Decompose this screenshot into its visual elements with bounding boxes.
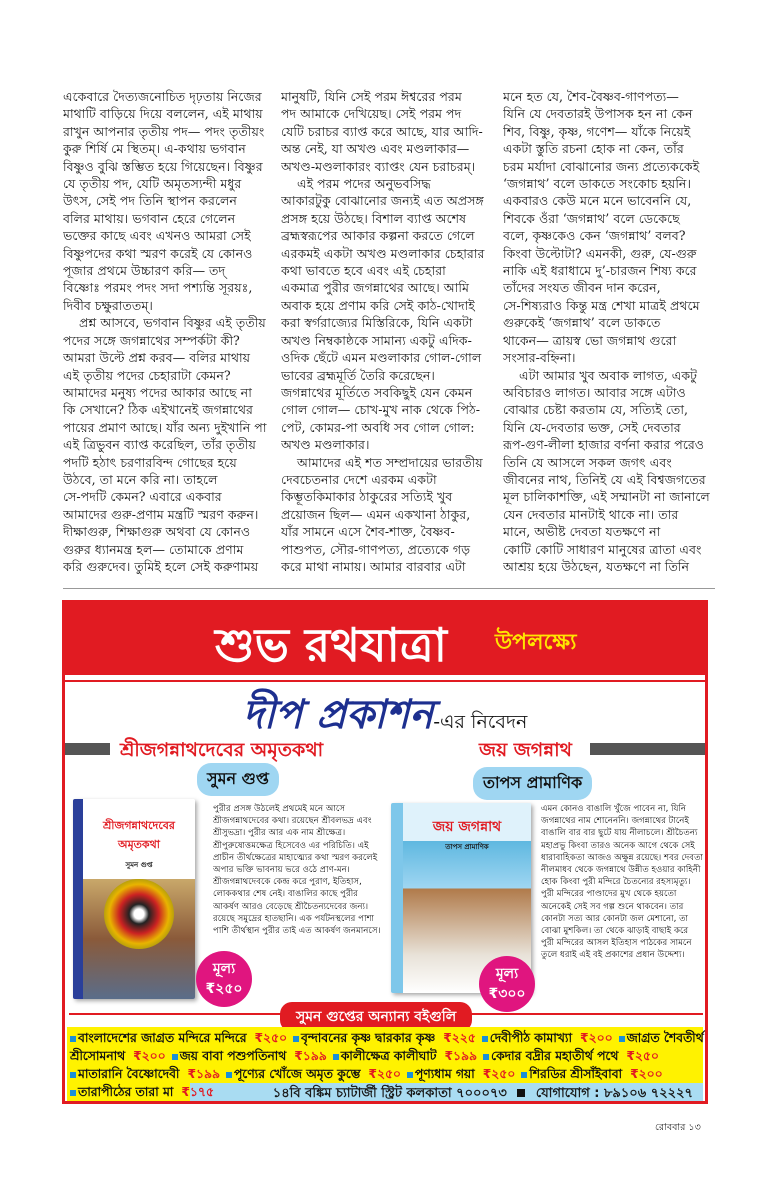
square-bullet-icon (70, 1036, 76, 1042)
text-line: এটা আমার খুব অবাক লাগত, একটু (519, 367, 698, 383)
text-line: একেবারে দৈত্যজনোচিত দৃঢ়তায় নিজের (63, 89, 262, 104)
other-books-list (67, 1027, 703, 1101)
jagannath-image (104, 879, 174, 949)
text-line: পদ আমাকে দেখিয়েছ। সেই পরম পদ (281, 106, 462, 122)
text-line: কি সেখানে? ঠিক এইখানেই জগন্নাথের (63, 402, 253, 418)
page-footer: রোববার ১৩ (655, 1122, 701, 1133)
blurb-line: অপার ভক্তি ভাবনায় ভরে ওঠে প্রাণ-মন। (213, 865, 350, 876)
blurb-line: পাশি তীর্থস্থান পুরীর তাই এত আকর্ষণ জনমানসে। (213, 926, 381, 937)
text-line: কিংবা উল্টোটা? এমনকী, গুরু, যে-গুরু (503, 245, 697, 261)
other-book-title: কালীক্ষেত্র কালীঘাট (340, 1049, 437, 1063)
blurb-line: ধারাবাহিকতা আজও অক্ষুন্ন রয়েছে। শবর দেবতা (541, 852, 704, 863)
square-bullet-icon (226, 1072, 232, 1078)
other-book-price: ₹২৫০ (626, 1049, 659, 1063)
text-line: পদটি হঠাৎ চরণারবিন্দ গোছের হয়ে (63, 454, 237, 470)
blurb-line: পুরী মন্দিরের আসল ইতিহাস পাঠকের সামনে (541, 938, 692, 949)
book-1-description (213, 803, 381, 937)
other-book-title: পূণ্যধাম গয়া (414, 1067, 475, 1081)
square-bullet-icon (483, 1054, 489, 1060)
text-line: একমাত্র পুরীর জগন্নাথের আছে। আমি (281, 280, 469, 296)
text-line: মূল চালিকাশক্তি, এই সম্মানটা না জানালে (503, 489, 710, 505)
other-book-item (333, 1049, 477, 1063)
text-line: মনে হত যে, শৈব-বৈষ্ণব-গাণপত্য— (503, 89, 679, 104)
text-line: মাথাটি বাড়িয়ে দিয়ে বললেন, এই মাথায় (63, 106, 263, 122)
ad-headline-suffix: উপলক্ষ্যে (495, 630, 577, 655)
text-line: মানে, অভীষ্ট দেবতা যতক্ষণে না (503, 524, 661, 540)
other-book-item (293, 1031, 476, 1045)
text-line: বিষ্ণোঃ পরমং পদং সদা পশ্যন্তি সূরয়ঃ, (63, 280, 253, 296)
other-book-price: ₹১৯৯ (444, 1049, 477, 1063)
other-book-price: ₹১৯৯ (187, 1067, 220, 1081)
text-line: প্রশ্ন আসবে, ভগবান বিষ্ণুর এই তৃতীয় (79, 315, 266, 331)
title-arrow-bar-left (65, 743, 110, 755)
text-line: শিবকে ওঁরা ‘জগন্নাথ’ বলে ডেকেছে (503, 210, 680, 226)
paragraph (63, 88, 277, 314)
square-bullet-icon (293, 1036, 299, 1042)
text-line: সে-শিষ্যরাও কিন্তু মন্ত্র শেখা মাত্রই প্রথমে (503, 297, 700, 313)
text-line: পেট, কোমর-পা অবধি সব গোল গোল: (281, 419, 475, 435)
article-column-3 (503, 88, 717, 575)
other-book-item (483, 1049, 659, 1063)
book-2-price-badge: মূল্য ₹৩০০ (479, 956, 535, 1012)
other-books-row (70, 1066, 669, 1086)
paragraph (503, 367, 717, 576)
blurb-line: রয়েছে সমুদ্রের হাতছানি। এক পর্যটনস্থলের পাশা (213, 913, 375, 924)
book-2-author: তাপস প্রামাণিক (473, 767, 592, 800)
other-books-row (70, 1084, 220, 1104)
other-book-title: জয় বাবা পশুপতিনাথ (179, 1049, 287, 1063)
text-line: আকারটুকু বোঝানোর জন্যই এত অপ্রসঙ্গ (281, 193, 484, 209)
text-line: দিবীব চক্ষুরাততম্‌। (63, 297, 153, 313)
text-line: জীবনের নাথ, তিনিই যে এই বিশ্বজগতের (503, 471, 706, 487)
other-book-item (70, 1085, 214, 1099)
text-line: ওদিক ছেঁটে এমন মণ্ডলাকার গোল-গোল (281, 350, 482, 366)
text-line: নাকি এই ধরাধামে দু’-চারজন শিষ্য করে (503, 263, 697, 279)
text-line: আশ্রয় হয়ে উঠছেন, যতক্ষণে না তিনি (503, 558, 690, 574)
other-book-price: ₹১৭৫ (181, 1085, 214, 1099)
text-line: একবারও কেউ মনে মনে ভাবেননি যে, (503, 193, 692, 209)
text-line: দীক্ষাগুরু, শিক্ষাগুরু অথবা যে কোনও (63, 524, 251, 540)
text-line: অবিচারও লাগত। আবার সঙ্গে এটাও (503, 384, 686, 400)
address: ১৪বি বঙ্কিম চ্যাটার্জী স্ট্রিট কলকাতা ৭০০০৭৩ (272, 1086, 507, 1101)
article-column-1 (63, 88, 277, 575)
other-book-title: বাংলাদেশের জাগ্রত মন্দিরে মন্দিরে (78, 1031, 247, 1045)
text-line: বলির মাথায়। ভগবান হেরে গেলেন (63, 210, 236, 226)
text-line: প্রয়োজন ছিল— এমন একখানা ঠাকুর, (281, 506, 471, 522)
other-book-price: ₹২০০ (580, 1031, 613, 1045)
other-book-title: তারাপীঠের তারা মা (78, 1085, 174, 1099)
other-book-price: ₹২৫০ (254, 1031, 288, 1045)
blurb-line: আকর্ষণ আরও বেড়েছে শ্রীচৈতন্যদেবের জন্য। (213, 901, 369, 912)
text-line: দেবচেতনার দেশে এরকম একটা (281, 471, 437, 487)
other-books-row (70, 1030, 710, 1050)
book-1-price-badge: মূল্য ₹২৫০ (196, 951, 252, 1007)
text-line: রূপ-গুণ-লীলা হাজার বর্ণনা করার পরেও (503, 437, 705, 453)
text-line: অবাক হয়ে প্রণাম করি সেই কাঠ-খোদাই (281, 297, 475, 313)
other-book-title: বৃন্দাবনের কৃষ্ণ দ্বারকার কৃষ্ণ (301, 1031, 436, 1045)
publisher-name: দীপ প্রকাশন (242, 691, 434, 738)
blurb-line: কোনটা সত্য আর কোনটা জল মেশানো, তা (541, 913, 689, 924)
other-book-price: ₹১৯৯ (294, 1049, 327, 1063)
text-line: কিম্ভূতকিমাকার ঠাকুরের সত্যিই খুব (281, 489, 453, 505)
other-book-item (482, 1031, 613, 1045)
other-book-item (226, 1067, 401, 1081)
text-line: করি গুরুদেব। তুমিই হলে সেই করুণাময় (63, 558, 259, 574)
other-book-item (407, 1067, 515, 1081)
advertisement (62, 600, 708, 1104)
other-book-item (521, 1067, 662, 1081)
other-book-title: কেদার বদ্রীর মহাতীর্থ পথে (490, 1049, 619, 1063)
blurb-line: তুলে ধরাই এই বই প্রকাশের প্রধান উদ্দেশ্য। (541, 950, 685, 961)
text-line: ব্রহ্মস্বরূপের আকার কল্পনা করতে গেলে (281, 228, 475, 244)
text-line: থাকেন— ত্রায়স্ব ভো জগন্নাথ গুরো (503, 332, 677, 348)
text-line: কুরু শির্ষি মে স্থিতম্‌। এ-কথায় ভগবান (63, 141, 246, 157)
blurb-line: মহাপ্রভু কিংবা তারও অনেক আগে থেকে সেই (541, 840, 695, 851)
book-2-cover: জয় জগন্নাথ তাপস প্রামাণিক (391, 803, 531, 993)
text-line: পায়ের প্রমাণ আছে। যাঁর অন্য দুইখানি পা (63, 419, 267, 435)
text-line: গুরুর ধ্যানমন্ত্র হল— তোমাকে প্রণাম (63, 541, 244, 557)
text-line: অখণ্ড-মণ্ডলাকারং ব্যাপ্তং যেন চরাচরম্‌। (281, 158, 476, 174)
other-book-title: শ্রীসোমনাথ (70, 1049, 126, 1063)
text-line: ভক্তের কাছে এবং এখনও আমরা সেই (63, 228, 251, 244)
paragraph (281, 454, 495, 576)
other-book-item (619, 1031, 704, 1045)
square-bullet-icon (517, 1089, 525, 1097)
square-bullet-icon (407, 1072, 413, 1078)
text-line: উঠবে, তা মনে করি না। তাহলে (63, 471, 218, 487)
blurb-line: এমন কোনও বাঙালি খুঁজে পাবেন না, যিনি (541, 804, 687, 814)
text-line: বিষ্ণুও বুঝি স্তম্ভিত হয়ে গিয়েছেন। বিষ্ণুর (63, 158, 263, 174)
text-line: গোল গোল— চোখ-মুখ নাক থেকে পিঠ- (281, 402, 481, 418)
text-line: সে-পদটি কেমন? এবারে একবার (63, 489, 222, 505)
blurb-line: জগন্নাথের নাম শোনেননি। জগন্নাথের টানেই (541, 816, 689, 827)
text-line: বিষ্ণুপদের কথা স্মরণ করেই যে কোনও (63, 245, 253, 261)
text-line: রাখুন আপনার তৃতীয় পদ— পদং তৃতীয়ং (63, 123, 265, 139)
square-bullet-icon (482, 1036, 488, 1042)
text-line: বোঝার চেষ্টা করতাম যে, সত্যিই তো, (503, 402, 688, 418)
text-line: যিনি যে দেবতারই উপাসক হন না কেন (503, 106, 693, 122)
text-line: করে মাথা নামায়। আমার বারবার এটা (281, 558, 466, 574)
text-line: আমাদের গুরু-প্রণাম মন্ত্রটি স্মরণ করুন। (63, 506, 259, 522)
title-arrow-bar-right (590, 743, 705, 755)
book-1-cover: শ্রীজগন্নাথদেবের অমৃতকথা সুমন গুপ্ত (73, 799, 195, 999)
paragraph (281, 175, 495, 454)
other-book-title: মাতারানি বৈষ্ণোদেবী (78, 1067, 180, 1081)
text-line: এই পরম পদের অনুভবসিদ্ধ (297, 176, 431, 192)
other-book-title: শিরডির শ্রীসাঁইবাবা (529, 1067, 623, 1081)
other-book-item (70, 1049, 166, 1063)
other-book-price: ₹২৫০ (482, 1067, 516, 1081)
paragraph (63, 314, 277, 575)
other-book-price: ₹২০০ (133, 1049, 166, 1063)
blurb-line: শ্রীপুরুষোত্তমক্ষেত্র হিসেবেও এর পরিচিতি। এই (213, 840, 369, 851)
text-line: প্রসঙ্গ হয়ে উঠছে। বিশাল ব্যাপ্ত অশেষ (281, 210, 467, 226)
text-line: কথা ভাবতে হবে এবং এই চেহারা (281, 263, 446, 279)
blurb-line: শ্রীজগন্নাথদেবকে কেন্দ্র করে পুরাণ, ইতিহাস, (213, 877, 362, 888)
other-book-price: ₹২২৫ (443, 1031, 476, 1045)
blurb-line: প্রাচীন তীর্থক্ষেত্রের মাহাত্ম্যের কথা স্মরণ করলেই (213, 852, 378, 863)
text-line: এরকমই একটা অখণ্ড মণ্ডলাকার চেহারার (281, 245, 485, 261)
text-line: উৎস, সেই পদ তিনি স্থাপন করলেন (63, 193, 237, 209)
text-line: চরম মর্যাদা বোঝানোর জন্য প্রত্যেককেই (503, 158, 700, 174)
text-line: তিনি যে আসলে সকল জগৎ এবং (503, 454, 672, 470)
paragraph (503, 88, 717, 367)
other-book-price: ₹২৫০ (368, 1067, 401, 1081)
blurb-line: লোককথার শেষ নেই। বাঙালির কাছে পুরীর (213, 889, 358, 900)
text-line: আমাদের মনুষ্য পদের আকার আছে না (63, 384, 252, 400)
text-line: কোটি কোটি সাধারণ মানুষের ত্রাতা এবং (503, 541, 702, 557)
blurb-line: বোঝা মুশকিল। তা থেকে ঝাড়াই বাছাই করে (541, 926, 689, 937)
square-bullet-icon (172, 1054, 178, 1060)
square-bullet-icon (70, 1072, 76, 1078)
text-line: যেটি চরাচর ব্যাপ্ত করে আছে, যার আদি- (281, 123, 483, 139)
blurb-line: হোক কিংবা পুরী মন্দিরে চৈতন্যের রহস্যমৃত্যু। (541, 877, 691, 888)
text-line: যেন দেবতার মানটাই থাকে না। তার (503, 506, 679, 522)
text-line: পূজার প্রথমে উচ্চারণ করি— তদ্‌ (63, 263, 226, 279)
blurb-line: অনেকেই সেই সব গল্প শুনে থাকবেন। তার (541, 901, 684, 912)
text-line: যে তৃতীয় পদ, যেটি অমৃতস্যন্দী মধুর (63, 176, 242, 192)
book-2-description (541, 803, 703, 962)
other-books-heading: সুমন গুপ্তের অন্যান্য বইগুলি (280, 1002, 472, 1032)
text-line: যাঁর সামনে এসে শৈব-শাক্ত, বৈষ্ণব- (281, 524, 455, 540)
other-book-title: পূণ্যের খোঁজে অমৃত কুম্ভে (233, 1067, 361, 1081)
text-line: মানুষটি, যিনি সেই পরম ঈশ্বরের পরম (281, 89, 462, 104)
text-line: অখণ্ড নিম্বকাষ্ঠকে সামান্য একটু এদিক- (281, 332, 472, 348)
text-line: আমাদের এই শত সম্প্রদায়ের ভারতীয় (297, 454, 483, 470)
text-line: জগন্নাথের মূর্তিতে সবকিছুই যেন কেমন (281, 384, 473, 400)
text-line: যিনি যে-দেবতার ভক্ত, সেই দেবতার (503, 419, 681, 435)
contact: যোগাযোগ : ৮৯১০৬ ৭২২২৭ (535, 1086, 693, 1101)
ad-header-banner (65, 603, 705, 675)
other-book-item (172, 1049, 327, 1063)
ad-headline: শুভ রথযাত্রা (215, 618, 447, 672)
book-2-title: জয় জগন্নাথ (479, 739, 572, 761)
blurb-line: পুরী মন্দিরের পাণ্ডাদের মুখ থেকে হয়তো (541, 889, 677, 900)
blurb-line: শ্রীজগন্নাথদেবের কথা। রয়েছেন শ্রীবলভদ্র এবং (213, 816, 372, 827)
other-books-row (70, 1048, 665, 1068)
square-bullet-icon (70, 1090, 76, 1096)
book-1-title: শ্রীজগন্নাথদেবের অমৃতকথা (120, 739, 324, 761)
blurb-line: শ্রীসুভদ্রা। পুরীর আর এক নাম শ্রীক্ষেত্র। (213, 828, 346, 839)
text-line: বলে, কৃষ্ণকেও কেন ‘জগন্নাথ’ বলব? (503, 228, 686, 244)
text-line: ভাবের ব্রহ্মমূর্তি তৈরি করেছেন। (281, 367, 435, 383)
text-line: অখণ্ড মণ্ডলাকার। (281, 437, 370, 453)
other-book-item (70, 1067, 220, 1081)
blurb-line: পুরীর প্রসঙ্গ উঠলেই প্রথমেই মনে আসে (213, 804, 345, 814)
text-line: গুরুকেই ‘জগন্নাথ’ বলে ডাকতে (503, 315, 661, 331)
article-column-2 (281, 88, 495, 575)
text-line: পাশুপত, সৌর-গাণপত্য, প্রত্যেকে গড় (281, 541, 471, 557)
book-1-author: সুমন গুপ্ত (197, 763, 279, 796)
publisher-suffix: -এর নিবেদন (433, 711, 528, 733)
other-book-price: ₹২০০ (630, 1067, 663, 1081)
text-line: ‘জগন্নাথ’ বলে ডাকতে সংকোচ হয়নি। (503, 176, 691, 192)
text-line: একটা স্তুতি রচনা হোক না কেন, তাঁর (503, 141, 684, 157)
text-line: পদের সঙ্গে জগন্নাথের সম্পর্কটা কী? (63, 332, 240, 348)
other-book-item (70, 1031, 287, 1045)
other-book-title: দেবীপীঠ কামাখ্যা (489, 1031, 573, 1045)
text-line: করা স্বর্গরাজ্যের মিস্তিরিকে, যিনি একটা (281, 315, 473, 331)
other-book-title: জাগ্রত শৈবতীর্থ (626, 1031, 704, 1045)
blurb-line: বাঙালি বার বার ছুটে যায় নীলাচলে। শ্রীচৈতন্য (541, 828, 698, 839)
blurb-line: নীলমাধব থেকে জগন্নাথে উন্নীত হওয়ার কাহিনী (541, 865, 701, 876)
divider (63, 588, 715, 589)
text-line: এই তৃতীয় পদের চেহারাটা কেমন? (63, 367, 231, 383)
text-line: শিব, বিষ্ণু, কৃষ্ণ, গণেশ— যাঁকে নিয়েই (503, 123, 691, 139)
square-bullet-icon (521, 1072, 527, 1078)
square-bullet-icon (619, 1036, 625, 1042)
header-rule (65, 680, 705, 682)
text-line: সংসার-বহ্নিনা। (503, 350, 576, 366)
text-line: তাঁদের সংযত জীবন দান করেন, (503, 280, 661, 296)
text-line: অন্ত নেই, যা অখণ্ড এবং মণ্ডলাকার— (281, 141, 470, 157)
paragraph (281, 88, 495, 175)
text-line: এই ত্রিভুবন ব্যাপ্ত করেছিল, তাঁর তৃতীয় (63, 437, 256, 453)
square-bullet-icon (333, 1054, 339, 1060)
text-line: আমরা উল্টে প্রশ্ন করব— বলির মাথায় (63, 350, 251, 366)
